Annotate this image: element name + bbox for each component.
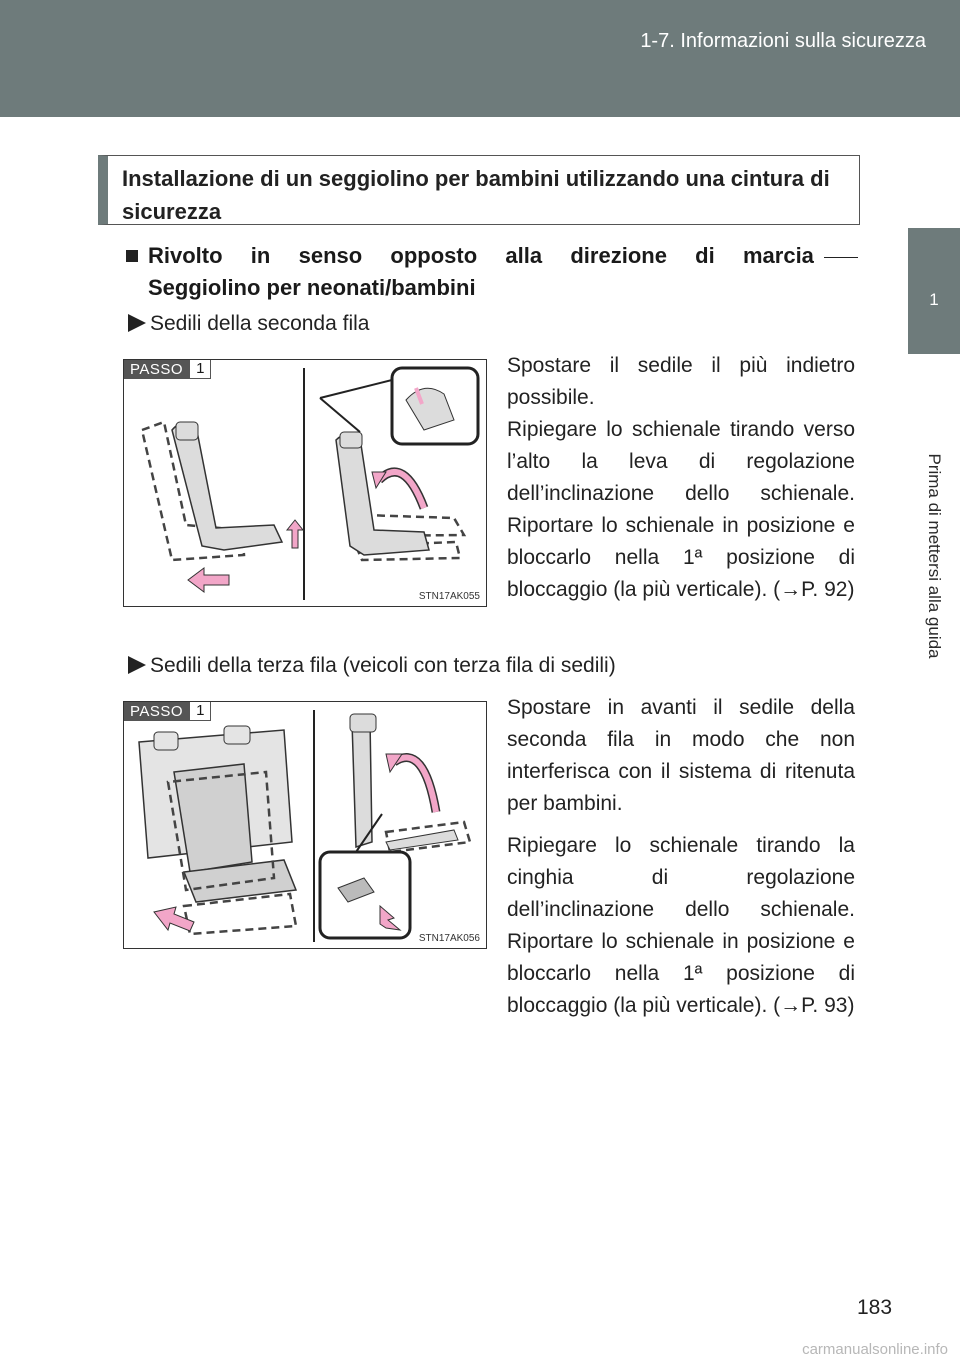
subheading-word-6: direzione	[570, 243, 667, 268]
figure-third-row-seat	[123, 701, 487, 949]
pointer-second-row: Sedili della seconda fila	[128, 312, 369, 336]
square-bullet-icon	[126, 250, 138, 262]
step-label: PASSO	[124, 360, 189, 379]
watermark: carmanualsonline.info	[802, 1341, 948, 1358]
instructions-second-row	[507, 350, 855, 606]
seat-fold-illustration	[124, 702, 486, 948]
subheading-word-3: senso	[298, 243, 363, 268]
section-heading: Installazione di un seggiolino per bambini utilizzando una cintura di sicurezza	[122, 166, 830, 224]
pointer-third-row: Sedili della terza fila (veicoli con terza fila di sedili)	[128, 654, 616, 678]
subheading-word-8: marcia	[743, 240, 858, 272]
header-bar	[0, 0, 960, 117]
subheading-line-1	[126, 240, 858, 272]
subheading-word-2: in	[250, 243, 271, 268]
section-title: 1-7. Informazioni sulla sicurezza	[640, 30, 926, 52]
instruction-paragraph: Ripiegare lo schienale tirando la cinghia di regolazione dell’inclinazione dello schienale. Riportare lo schienale in posizione e bloccarlo nella 1ª posizione di bloccaggio (la più verticale). (→P. 93)	[507, 834, 855, 1017]
chapter-title: Prima di mettersi alla guida	[925, 453, 944, 659]
instructions-third-row	[507, 692, 855, 1022]
subheading	[126, 240, 858, 304]
pointer-arrow-icon	[128, 314, 146, 332]
chapter-side-label	[908, 356, 960, 764]
step-label: PASSO	[124, 702, 189, 721]
figure-second-row-seat	[123, 359, 487, 607]
subheading-word-4: opposto	[390, 243, 478, 268]
figure-code: STN17AK056	[418, 933, 480, 944]
subheading-line-2: Seggiolino per neonati/bambini	[148, 275, 476, 300]
seat-slide-illustration	[124, 360, 486, 606]
step-number: 1	[189, 702, 211, 721]
instruction-paragraph: Spostare il sedile il più indietro possibile.	[507, 354, 855, 409]
subheading-word-7: di	[695, 243, 715, 268]
em-dash-icon	[824, 257, 858, 258]
subheading-word-1: Rivolto	[126, 240, 223, 272]
chapter-number-tab: 1	[908, 228, 960, 354]
figure-code: STN17AK055	[418, 591, 480, 602]
subheading-word-5: alla	[505, 243, 543, 268]
page-number: 183	[857, 1296, 893, 1319]
section-heading-box	[98, 155, 860, 225]
instruction-paragraph: Spostare in avanti il sedile della seconda fila in modo che non interferisca con il sistema di ritenuta per bambini.	[507, 696, 855, 815]
pointer-arrow-icon	[128, 656, 146, 674]
step-number: 1	[189, 360, 211, 379]
instruction-paragraph: Ripiegare lo schienale tirando verso l’alto la leva di regolazione dell’inclinazione dello schienale. Riportare lo schienale in posizione e bloccarlo nella 1ª posizione di bloccaggio (la più verticale). (→P. 92)	[507, 418, 855, 601]
